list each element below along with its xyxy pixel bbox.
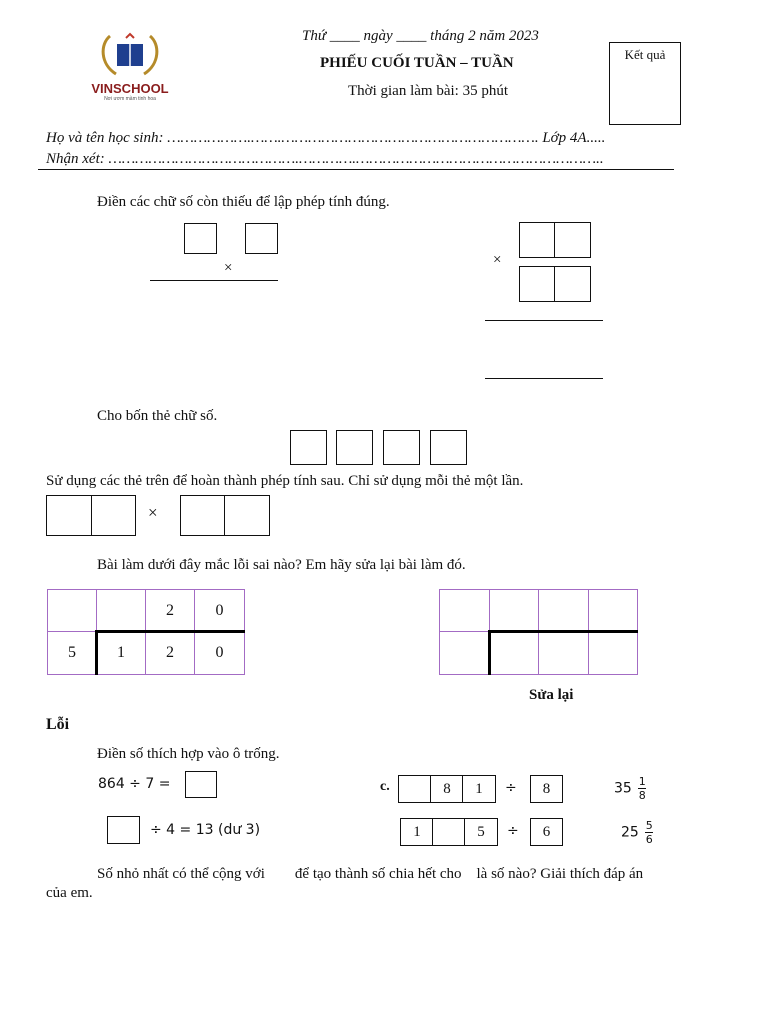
grid-cell[interactable] (538, 589, 589, 632)
grid-cell[interactable] (588, 589, 638, 632)
c2-digit-3: 5 (464, 818, 498, 846)
division-bar (488, 630, 638, 633)
product-box-3[interactable] (180, 495, 226, 536)
grid-cell: 1 (96, 631, 146, 675)
c1-result-denominator: 8 (638, 789, 646, 802)
section4-instruction: Điền số thích hợp vào ô trống. (97, 746, 280, 762)
division-bar (95, 630, 245, 633)
digit-box-4[interactable] (554, 222, 591, 258)
time-label: Thời gian làm bài: 35 phút (348, 83, 508, 99)
page-title: PHIẾU CUỐI TUẦN – TUẦN (320, 55, 514, 71)
section3-instruction: Bài làm dưới đây mắc lỗi sai nào? Em hãy sửa lại bài làm đó. (97, 557, 466, 573)
c2-divisor: 6 (530, 818, 563, 846)
grid-cell (47, 589, 97, 632)
grid-cell[interactable] (588, 631, 638, 675)
digit-box-5[interactable] (519, 266, 556, 302)
product-box-4[interactable] (224, 495, 270, 536)
equation-b: ÷ 4 = 13 (dư 3) (150, 822, 261, 838)
c2-result-numerator: 5 (645, 819, 653, 832)
grid-cell[interactable] (538, 631, 589, 675)
laurel-book-icon (88, 30, 172, 80)
grid-cell: 0 (194, 631, 245, 675)
grid-cell[interactable] (489, 589, 539, 632)
digit-box-2[interactable] (245, 223, 278, 254)
result-line-left (150, 280, 278, 281)
digit-box-3[interactable] (519, 222, 556, 258)
fix-label: Sửa lại (529, 687, 574, 703)
comment-line: Nhận xét: …………………………………….………….……………………………………………….. (46, 151, 604, 167)
c2-result (621, 820, 653, 845)
c1-digit-1[interactable] (398, 775, 432, 803)
grid-cell[interactable] (439, 589, 490, 632)
card-2[interactable] (336, 430, 373, 465)
c1-divide-sign: ÷ (505, 780, 517, 796)
result-line-right-2 (485, 378, 603, 379)
card-4[interactable] (430, 430, 467, 465)
header-divider (38, 169, 674, 170)
fix-grid[interactable] (439, 589, 638, 675)
digit-box-1[interactable] (184, 223, 217, 254)
grid-cell[interactable] (489, 631, 539, 675)
c2-result-fraction (645, 820, 653, 845)
product-box-1[interactable] (46, 495, 93, 536)
student-name-line: Họ và tên học sinh: ……………….…….…………………………………………………. Lớp 4A..... (46, 130, 606, 146)
result-box (609, 42, 681, 125)
grid-cell (96, 589, 146, 632)
grid-cell[interactable] (439, 631, 490, 675)
times-sign-left: × (224, 260, 233, 276)
division-stem (95, 630, 98, 675)
section5-line2: của em. (46, 885, 93, 901)
mistake-grid (47, 589, 245, 675)
c1-digit-3: 1 (462, 775, 496, 803)
c1-result-numerator: 1 (638, 775, 646, 788)
digit-box-6[interactable] (554, 266, 591, 302)
result-line-right-1 (485, 320, 603, 321)
equation-a: 864 ÷ 7 = (98, 776, 171, 792)
card-1[interactable] (290, 430, 327, 465)
c1-divisor: 8 (530, 775, 563, 803)
c1-digit-2: 8 (430, 775, 464, 803)
grid-cell: 2 (145, 589, 195, 632)
section2-instruction: Sử dụng các thẻ trên để hoàn thành phép tính sau. Chỉ sử dụng mỗi thẻ một lần. (46, 473, 524, 489)
c1-result-fraction (638, 776, 646, 801)
c-label: c. (380, 779, 390, 794)
c2-digit-1: 1 (400, 818, 434, 846)
c2-divide-sign: ÷ (507, 823, 519, 839)
c2-digit-2[interactable] (432, 818, 466, 846)
c2-result-denominator: 6 (645, 833, 653, 846)
c1-result-whole: 35 (614, 780, 632, 797)
grid-cell: 5 (47, 631, 97, 675)
grid-cell: 2 (145, 631, 195, 675)
error-label: Lỗi (46, 716, 70, 733)
section2-times-sign: × (148, 503, 158, 522)
answer-box-a[interactable] (185, 771, 217, 798)
logo-subtitle: Nơi ươm mầm tinh hoa (104, 96, 156, 102)
grid-cell: 0 (194, 589, 245, 632)
section2-intro: Cho bốn thẻ chữ số. (97, 408, 218, 424)
date-line: Thứ ____ ngày ____ tháng 2 năm 2023 (302, 28, 539, 44)
division-stem (488, 630, 491, 675)
answer-box-b[interactable] (107, 816, 140, 844)
logo-text: VINSCHOOL (91, 81, 169, 96)
logo (88, 30, 172, 102)
times-sign-right: × (493, 252, 502, 268)
c1-result (614, 776, 646, 801)
card-3[interactable] (383, 430, 420, 465)
section1-instruction: Điền các chữ số còn thiếu để lập phép tính đúng. (97, 194, 390, 210)
product-box-2[interactable] (91, 495, 136, 536)
section5-line1: Số nhỏ nhất có thể cộng với để tạo thành số chia hết cho là số nào? Giải thích đáp án (97, 866, 644, 882)
c2-result-whole: 25 (621, 824, 639, 841)
result-label: Kết quả (624, 47, 666, 62)
